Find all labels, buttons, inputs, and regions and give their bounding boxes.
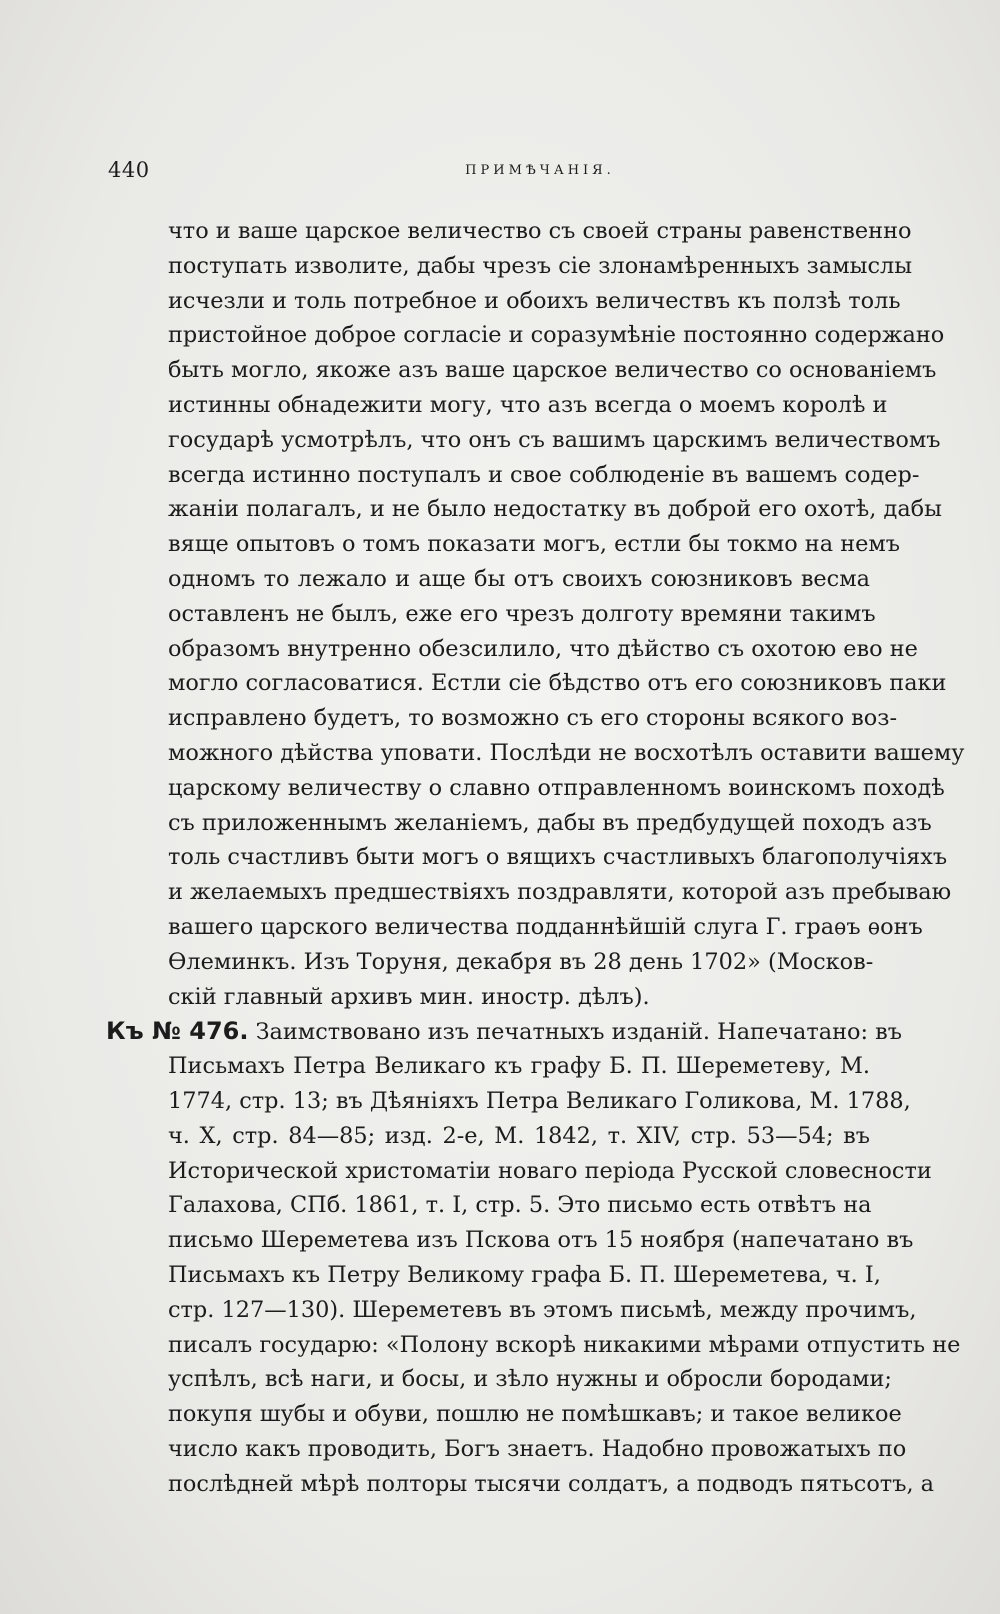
text-line: что и ваше царское величество съ своей страны равенственно [168,218,912,244]
running-head: ПРИМѢЧАНІЯ. [465,163,615,178]
note-line: покупя шубы и обуви, пошлю не помѣшкавъ; и такое великое [168,1401,902,1428]
note-line: стр. 127—130). Шереметевъ въ этомъ письмѣ, между прочимъ, [168,1296,917,1323]
text-line: поступать изволите, дабы чрезъ сіе злонамѣренныхъ замыслы [168,252,913,279]
text-line: можного дѣйства уповати. Послѣди не восхотѣлъ оставити вашему [168,739,965,766]
note-line: 1774, стр. 13; въ Дѣяніяхъ Петра Великаго Голикова, М. 1788, [168,1087,911,1114]
text-line: оставленъ не былъ, еже его чрезъ долготу времяни такимъ [168,600,876,627]
note-line: послѣдней мѣрѣ полторы тысячи солдатъ, а подводъ пятьсотъ, а [168,1470,935,1497]
note-476 [106,1014,961,1501]
note-label: Къ № 476. [106,1017,249,1046]
text-line: истинны обнадежити могу, что азъ всегда о моемъ королѣ и [168,391,888,418]
text-line: всегда истинно поступалъ и свое соблюденіе въ вашемъ содер- [168,461,920,488]
text-line: и желаемыхъ предшествіяхъ поздравляти, которой азъ пребываю [168,879,952,906]
body-text [106,214,965,1501]
note-first-line-text: Заимствовано изъ печатныхъ изданій. Напечатано: въ [255,1019,903,1046]
page-number: 440 [108,158,150,182]
text-line: толь счастливъ быти могъ о вящихъ счастливыхъ благополучіяхъ [168,844,948,871]
note-line: Исторической христоматіи новаго періода Русской словесности [168,1157,932,1184]
text-line: вашего царского величества подданнѣйшій слуга Г. граѳъ ѳонъ [168,913,923,940]
text-line: государѣ усмотрѣлъ, что онъ съ вашимъ царскимъ величествомъ [168,426,941,453]
note-line: писалъ государю: «Полону вскорѣ никакими мѣрами отпустить не [168,1331,961,1358]
note-line: Письмахъ Петра Великаго къ графу Б. П. Шереметеву, М. [168,1053,870,1080]
note-line: успѣлъ, всѣ наги, и босы, и зѣло нужны и обросли бородами; [168,1366,892,1393]
note-line: число какъ проводить, Богъ знаетъ. Надобно провожатыхъ по [168,1435,907,1462]
text-line: пристойное доброе согласіе и соразумѣніе постоянно содержано [168,322,945,349]
text-line: Ѳлеминкъ. Изъ Торуня, декабря въ 28 день 1702» (Москов- [168,948,874,975]
text-line: вяще опытовъ о томъ показати могъ, естли бы токмо на немъ [168,531,901,558]
text-line: быть могло, якоже азъ ваше царское величество со основаніемъ [168,357,937,384]
text-line: съ приложеннымъ желаніемъ, дабы въ предбудущей походъ азъ [168,809,932,836]
note-line: Письмахъ къ Петру Великому графа Б. П. Шереметева, ч. I, [168,1261,881,1288]
note-line: ч. X, стр. 84—85; изд. 2-е, М. 1842, т. XIV, стр. 53—54; въ [168,1122,870,1149]
text-line: одномъ то лежало и аще бы отъ своихъ союзниковъ весма [168,565,870,592]
text-line: жаніи полагалъ, и не было недостатку въ доброй его охотѣ, дабы [168,496,942,523]
text-line: исчезли и толь потребное и обоихъ величествъ къ ползѣ толь [168,287,901,314]
text-line: царскому величеству о славно отправленномъ воинскомъ походѣ [168,774,945,801]
note-line: Галахова, СПб. 1861, т. I, стр. 5. Это письмо есть отвѣтъ на [168,1192,872,1219]
note-line: письмо Шереметева изъ Пскова отъ 15 ноября (напечатано въ [168,1227,914,1254]
text-line: исправлено будетъ, то возможно съ его стороны всякого воз- [168,705,898,732]
text-line: образомъ внутренно обезсилило, что дѣйство съ охотою ево не [168,635,918,662]
note-first-line [106,1014,903,1049]
text-line: скій главный архивъ мин. иностр. дѣлъ). [168,983,650,1010]
page-header [0,152,1000,188]
text-line: могло согласоватися. Естли сіе бѣдство отъ его союзниковъ паки [168,670,947,697]
letter-continuation [168,214,965,1014]
